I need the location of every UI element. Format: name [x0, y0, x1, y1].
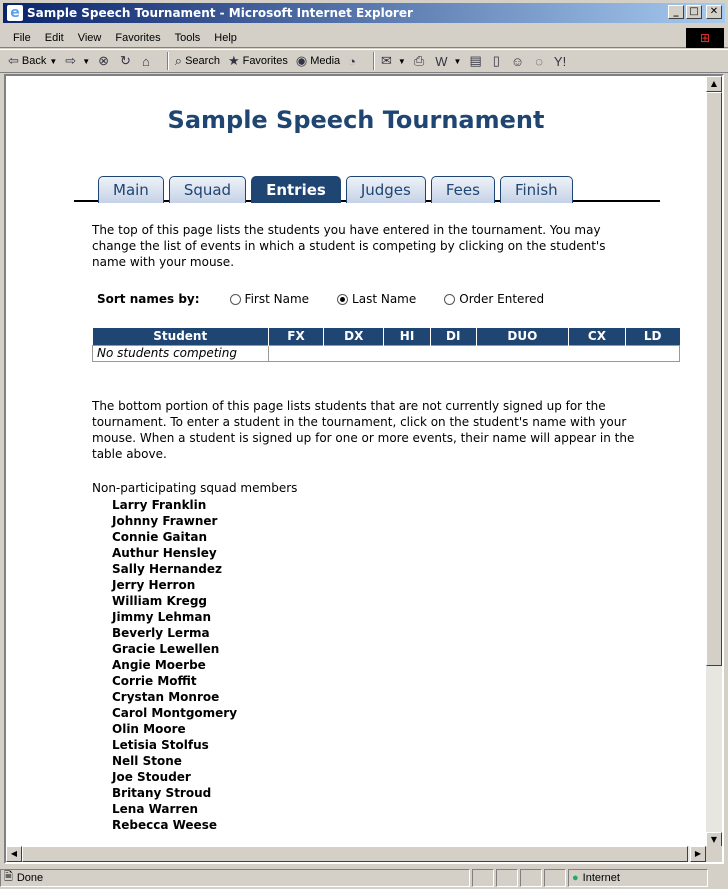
menu-file[interactable]: File — [13, 31, 31, 44]
scroll-left-icon[interactable]: ◀ — [6, 846, 22, 862]
window-title: Sample Speech Tournament - Microsoft Internet Explorer — [27, 6, 413, 20]
member-item[interactable]: Nell Stone — [112, 754, 182, 768]
discuss-button[interactable] — [469, 53, 484, 69]
scroll-corner — [706, 846, 722, 862]
search-button[interactable] — [175, 53, 220, 69]
member-item[interactable]: William Kregg — [112, 594, 208, 608]
status-cell — [544, 869, 566, 887]
radio-last-name-label: Last Name — [352, 292, 417, 306]
search-icon: ⌕ — [174, 53, 183, 68]
sort-last-name[interactable] — [337, 292, 416, 306]
tab-bar — [98, 176, 573, 203]
radio-order-entered-label: Order Entered — [459, 292, 545, 306]
empty-message: No students competing — [93, 345, 269, 361]
favorites-label: Favorites — [242, 55, 288, 67]
col-dx: DX — [324, 328, 384, 345]
print-button[interactable] — [414, 53, 427, 69]
vertical-scroll-thumb[interactable] — [706, 92, 722, 666]
back-button[interactable] — [8, 53, 57, 69]
member-item[interactable]: Angie Moerbe — [112, 658, 206, 672]
bottom-text: The bottom portion of this page lists students that are not currently signed up for the tournament. To enter a student in the tournament, click on the student's name with your mouse. When a student is signed up for one or more events, their name will appear in the table above. — [92, 399, 635, 461]
sort-first-name[interactable] — [230, 292, 309, 306]
toolbar-separator — [373, 52, 375, 70]
toolbar — [0, 49, 728, 73]
member-item[interactable]: Jimmy Lehman — [112, 610, 212, 624]
research-icon: ▯ — [492, 53, 500, 68]
member-item[interactable]: Beverly Lerma — [112, 626, 210, 640]
scroll-right-icon[interactable]: ▶ — [690, 846, 706, 862]
horizontal-scrollbar[interactable] — [6, 846, 706, 862]
messenger-icon: ☺ — [510, 53, 525, 69]
status-cell — [520, 869, 542, 887]
member-item[interactable]: Johnny Frawner — [112, 514, 218, 528]
windows-logo-icon: ⊞ — [686, 28, 724, 48]
stop-button[interactable] — [98, 53, 112, 69]
mail-icon: ✉ — [381, 53, 392, 68]
status-text-cell — [0, 869, 470, 887]
refresh-button[interactable] — [120, 53, 134, 69]
forward-arrow-icon: ⇨ — [65, 53, 77, 68]
globe-icon: ● — [572, 871, 579, 884]
col-duo: DUO — [476, 328, 568, 345]
word-icon: W — [435, 53, 448, 69]
col-fx: FX — [269, 328, 324, 345]
menu-bar — [0, 28, 728, 48]
tab-squad[interactable]: Squad — [169, 176, 246, 203]
home-button[interactable] — [142, 54, 153, 69]
refresh-icon: ↻ — [120, 53, 131, 68]
member-item[interactable]: Crystan Monroe — [112, 690, 220, 704]
back-arrow-icon: ⇦ — [8, 53, 19, 68]
col-di: DI — [430, 328, 476, 345]
history-icon: ◔ — [348, 53, 357, 69]
yahoo-icon: Y! — [553, 53, 567, 69]
scroll-up-icon[interactable]: ▲ — [706, 76, 722, 92]
radio-first-name-label: First Name — [244, 292, 310, 306]
ie-logo-icon: e — [7, 5, 23, 21]
member-item[interactable]: Joe Stouder — [112, 770, 191, 784]
title-bar-inner — [3, 3, 725, 23]
chat-icon: ◌ — [535, 53, 543, 69]
member-item[interactable]: Carol Montgomery — [112, 706, 238, 720]
edit-button[interactable] — [435, 54, 461, 69]
media-button[interactable] — [296, 53, 340, 69]
menu-view[interactable]: View — [77, 31, 102, 44]
page-done-icon: 🗎 — [4, 871, 13, 883]
member-item[interactable]: Sally Hernandez — [112, 562, 222, 576]
forward-dropdown-icon[interactable]: ▼ — [82, 56, 91, 66]
intro-text: The top of this page lists the students you have entered in the tournament. You may change the list of events in which a student is competing by clicking on the student's name with your mouse. — [92, 223, 606, 269]
mail-dropdown-icon[interactable]: ▼ — [397, 56, 406, 66]
table-row — [93, 345, 680, 361]
member-item[interactable]: Jerry Herron — [112, 578, 196, 592]
member-item[interactable]: Lena Warren — [112, 802, 199, 816]
edit-dropdown-icon[interactable]: ▼ — [453, 56, 462, 66]
member-item[interactable]: Britany Stroud — [112, 786, 212, 800]
status-cell — [472, 869, 494, 887]
member-item[interactable]: Larry Franklin — [112, 498, 207, 512]
radio-last-name[interactable] — [337, 294, 348, 305]
tab-main[interactable]: Main — [98, 176, 164, 203]
favorites-icon: ★ — [227, 53, 240, 68]
close-button[interactable]: ✕ — [706, 5, 722, 19]
col-hi: HI — [384, 328, 430, 345]
status-text: Done — [16, 871, 44, 884]
media-icon: ◉ — [295, 53, 308, 68]
history-button[interactable] — [348, 54, 359, 69]
member-item[interactable]: Connie Gaitan — [112, 530, 208, 544]
col-cx: CX — [569, 328, 626, 345]
forward-button[interactable] — [65, 53, 90, 69]
toolbar-separator — [167, 52, 169, 70]
tab-finish[interactable]: Finish — [500, 176, 573, 203]
col-student: Student — [93, 328, 269, 345]
menu-edit[interactable]: Edit — [44, 31, 64, 44]
page-title: Sample Speech Tournament — [167, 106, 545, 134]
zone-text: Internet — [582, 871, 620, 884]
member-item[interactable]: Olin Moore — [112, 722, 186, 736]
discuss-icon: ▤ — [469, 53, 482, 68]
sort-order-entered[interactable] — [444, 292, 544, 306]
member-item[interactable]: Gracie Lewellen — [112, 642, 220, 656]
tab-judges[interactable]: Judges — [346, 176, 426, 203]
status-cell — [496, 869, 518, 887]
media-label: Media — [310, 55, 341, 67]
member-item[interactable]: Authur Hensley — [112, 546, 217, 560]
menu-favorites[interactable]: Favorites — [115, 31, 161, 44]
radio-order-entered[interactable] — [444, 294, 455, 305]
back-dropdown-icon[interactable]: ▼ — [49, 56, 58, 66]
messenger-button[interactable] — [511, 54, 527, 69]
col-ld: LD — [625, 328, 679, 345]
minimize-button[interactable]: _ — [668, 5, 684, 19]
title-bar — [0, 0, 728, 28]
search-label: Search — [185, 55, 220, 67]
sort-label: Sort names by: — [97, 292, 200, 306]
members-title: Non-participating squad members — [92, 481, 298, 495]
member-item[interactable]: Rebecca Weese — [112, 818, 217, 832]
mail-button[interactable] — [381, 53, 406, 69]
entries-header-row — [93, 328, 680, 345]
zone-cell — [568, 869, 708, 887]
tab-fees[interactable]: Fees — [431, 176, 495, 203]
home-icon: ⌂ — [141, 53, 150, 69]
tab-entries[interactable]: Entries — [251, 176, 341, 203]
print-icon: ⎙ — [413, 53, 425, 68]
sort-options — [97, 292, 572, 306]
research-button[interactable] — [493, 53, 503, 69]
members-list — [112, 497, 237, 833]
member-item[interactable]: Letisia Stolfus — [112, 738, 209, 752]
browser-viewport — [4, 74, 724, 864]
entries-table — [92, 328, 680, 362]
member-item[interactable]: Corrie Moffit — [112, 674, 197, 688]
yahoo-button[interactable] — [554, 54, 569, 69]
favorites-button[interactable] — [228, 53, 288, 69]
menu-help[interactable]: Help — [214, 31, 237, 44]
status-bar — [0, 866, 728, 889]
vertical-scrollbar[interactable] — [706, 76, 722, 848]
horizontal-scroll-thumb[interactable] — [22, 846, 688, 862]
empty-cells — [269, 345, 680, 361]
page-content — [6, 76, 706, 848]
back-label: Back — [21, 55, 47, 67]
maximize-button[interactable]: □ — [686, 5, 702, 19]
stop-icon: ⊗ — [98, 53, 110, 68]
scroll-down-icon[interactable]: ▼ — [706, 832, 722, 848]
window-controls — [668, 5, 722, 19]
menu-tools[interactable]: Tools — [174, 31, 201, 44]
chat-button[interactable] — [535, 54, 546, 69]
radio-first-name[interactable] — [230, 294, 241, 305]
